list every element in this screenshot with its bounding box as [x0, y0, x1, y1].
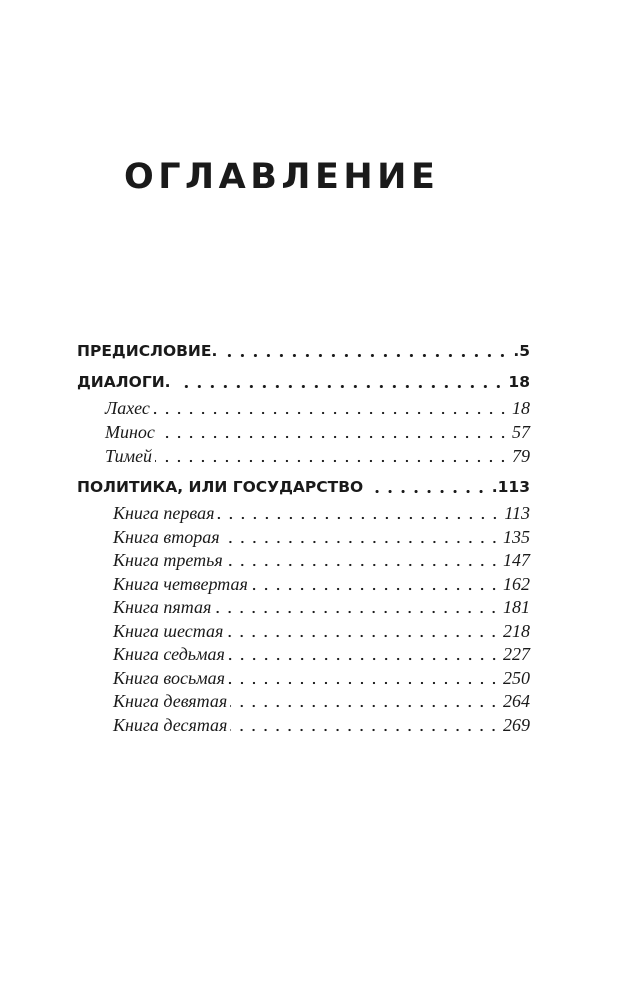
- toc-entry-label: Книга восьмая: [113, 668, 226, 688]
- dot-leader: [367, 478, 488, 496]
- toc-entry-book-3[interactable]: [113, 550, 530, 571]
- toc-entry-label: Книга пятая: [113, 597, 212, 617]
- toc-entry-page: 227: [503, 644, 530, 664]
- toc-entry-page: .113: [491, 478, 530, 496]
- toc-entry-label: Книга третья: [113, 550, 223, 570]
- toc-entry-label: Минос: [105, 422, 155, 442]
- toc-entry-page: 269: [503, 715, 530, 735]
- dot-leader: [230, 691, 500, 712]
- toc-entry-republic[interactable]: [77, 478, 530, 496]
- dot-leader: [251, 574, 500, 595]
- page-title: ОГЛАВЛЕНИЕ: [124, 157, 440, 197]
- toc-entry-label: Книга четвертая: [113, 574, 248, 594]
- toc-entry-dialogues[interactable]: [77, 373, 530, 391]
- dot-leader: [175, 373, 505, 391]
- toc-entry-book-2[interactable]: [113, 527, 530, 548]
- dot-leader: [155, 446, 509, 467]
- toc-entry-book-1[interactable]: [113, 503, 530, 524]
- toc-entry-label: Книга девятая: [113, 691, 228, 711]
- toc-entry-page: 218: [503, 621, 530, 641]
- toc-entry-book-4[interactable]: [113, 574, 530, 595]
- toc-entry-label: Лахес: [105, 398, 150, 418]
- dot-leader: [228, 644, 500, 665]
- toc-entry-page: 57: [512, 422, 530, 442]
- toc-entry-page: 18: [508, 373, 530, 391]
- dot-leader: [226, 621, 500, 642]
- toc-entry-label: ПРЕДИСЛОВИЕ.: [77, 342, 218, 360]
- toc-entry-book-8[interactable]: [113, 668, 530, 689]
- dot-leader: [230, 715, 500, 736]
- toc-entry-book-5[interactable]: [113, 597, 530, 618]
- toc-entry-label: Книга вторая: [113, 527, 220, 547]
- toc-entry-book-7[interactable]: [113, 644, 530, 665]
- toc-entry-page: 147: [503, 550, 530, 570]
- toc-entry-minos[interactable]: [105, 422, 530, 443]
- dot-leader: [153, 398, 509, 419]
- toc-entry-page: 181: [503, 597, 530, 617]
- dot-leader: [158, 422, 509, 443]
- toc-entry-label: ПОЛИТИКА, ИЛИ ГОСУДАРСТВО: [77, 478, 364, 496]
- dot-leader: [226, 550, 500, 571]
- dot-leader: [214, 597, 500, 618]
- toc-entry-book-9[interactable]: [113, 691, 530, 712]
- toc-entry-label: Книга первая: [113, 503, 215, 523]
- toc-entry-page: 264: [503, 691, 530, 711]
- toc-entry-laches[interactable]: [105, 398, 530, 419]
- dot-leader: [217, 503, 501, 524]
- toc-entry-label: Книга десятая: [113, 715, 228, 735]
- toc-entry-label: Книга седьмая: [113, 644, 225, 664]
- toc-entry-label: Тимей: [105, 446, 153, 466]
- dot-leader: [221, 342, 509, 360]
- toc-entry-page: 135: [503, 527, 530, 547]
- toc-entry-page: 162: [503, 574, 530, 594]
- toc-entry-label: Книга шестая: [113, 621, 224, 641]
- toc-entry-page: 250: [503, 668, 530, 688]
- dot-leader: [228, 668, 500, 689]
- toc-entry-timaeus[interactable]: [105, 446, 530, 467]
- toc-entry-label: ДИАЛОГИ.: [77, 373, 171, 391]
- toc-entry-page: 79: [512, 446, 530, 466]
- toc-entry-book-10[interactable]: [113, 715, 530, 736]
- toc-entry-page: .5: [513, 342, 530, 360]
- toc-entry-book-6[interactable]: [113, 621, 530, 642]
- toc-entry-page: 18: [512, 398, 530, 418]
- dot-leader: [223, 527, 500, 548]
- toc-entry-page: 113: [504, 503, 530, 523]
- toc-entry-preface[interactable]: [77, 342, 530, 360]
